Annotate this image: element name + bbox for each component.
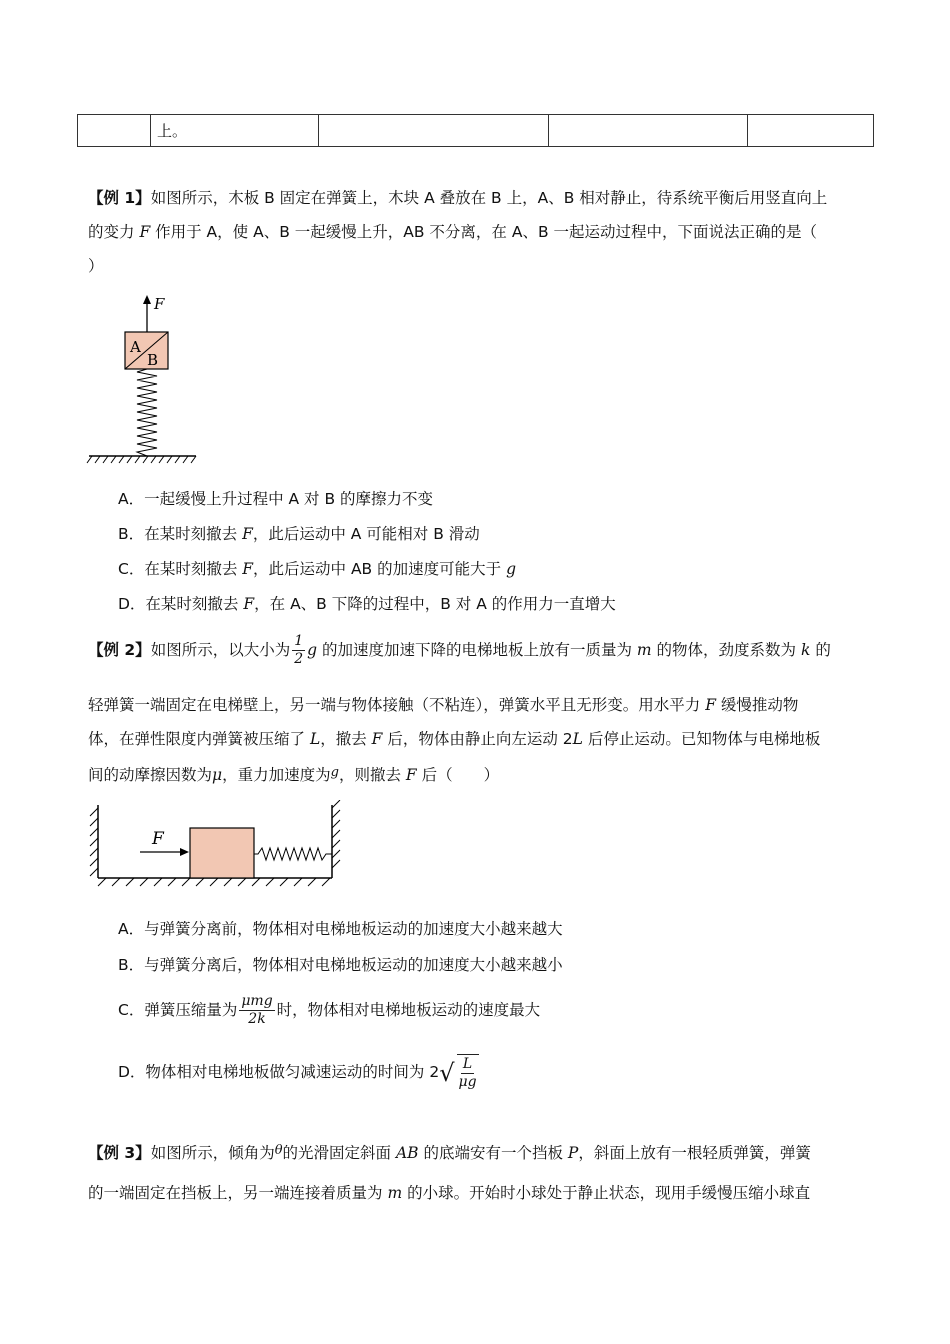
opt-text: 时，物体相对电梯地板运动的速度最大	[276, 1001, 541, 1019]
opt-text: D．在某时刻撤去	[118, 595, 244, 613]
ex2-text: 的加速度加速下降的电梯地板上放有一质量为	[317, 641, 637, 659]
var-F: F	[139, 223, 151, 241]
var-F: F	[405, 766, 417, 784]
opt-text: D．物体相对电梯地板做匀减速运动的时间为 2	[118, 1063, 440, 1081]
ex1-line3: ）	[88, 257, 104, 275]
frac-num: μmg	[241, 993, 273, 1009]
ex2-text: 后（ ）	[416, 766, 500, 784]
opt-text: C．弹簧压缩量为	[118, 1001, 238, 1019]
fraction-half	[292, 633, 305, 668]
ex1-option-a: A．一起缓慢上升过程中 A 对 B 的摩擦力不变	[118, 490, 434, 508]
ex3-text: 的小球。开始时小球处于静止状态，现用手缓慢压缩小球直	[402, 1184, 811, 1202]
var-m: m	[387, 1184, 403, 1202]
var-P: P	[567, 1144, 579, 1162]
figure-spring-block	[84, 292, 204, 467]
opt-text: ，此后运动中 AB 的加速度可能大于	[253, 560, 507, 578]
ex2-text: 后，物体由静止向左运动 2	[382, 730, 573, 748]
ex2-text: 如图所示，以大小为	[150, 641, 291, 659]
var-g: g	[307, 641, 318, 659]
ex3-text: 的一端固定在挡板上，另一端连接着质量为	[88, 1184, 388, 1202]
fraction-time	[457, 1054, 479, 1091]
frac-num: 1	[294, 633, 304, 649]
example-2-text	[88, 630, 868, 670]
ex3-text: 的底端安有一个挡板	[418, 1144, 568, 1162]
example-1-text	[88, 181, 868, 283]
var-L: L	[572, 730, 583, 748]
ex2-text: 后停止运动。已知物体与电梯地板	[582, 730, 821, 748]
table-cell	[78, 115, 151, 147]
example-2-body	[88, 688, 868, 792]
opt-text: C．在某时刻撤去	[118, 560, 243, 578]
ex2-text: 轻弹簧一端固定在电梯壁上，另一端与物体接触（不粘连），弹簧水平且无形变。用水平力	[88, 696, 706, 714]
var-theta: θ	[274, 1143, 283, 1158]
opt-text: ，此后运动中 A 可能相对 B 滑动	[252, 525, 480, 543]
table-cell	[319, 115, 549, 147]
block-label-B: B	[147, 351, 159, 369]
ex3-text: 如图所示，倾角为	[150, 1144, 275, 1162]
ex1-line2: 的变力	[88, 223, 140, 241]
var-L: L	[309, 730, 321, 748]
var-g: g	[506, 560, 516, 578]
ex2-text: 的物体，劲度系数为	[651, 641, 801, 659]
ex2-option-a: A．与弹簧分离前，物体相对电梯地板运动的加速度大小越来越大	[118, 920, 563, 938]
ex2-text: 间的动摩擦因数为	[88, 766, 213, 784]
table-row	[78, 115, 874, 147]
top-table	[77, 114, 874, 147]
example-tag: 【例 2】	[88, 641, 151, 659]
frac-den: μg	[458, 1074, 477, 1090]
example-tag: 【例 3】	[88, 1144, 151, 1162]
example-tag: 【例 1】	[88, 189, 151, 207]
opt-text: B．在某时刻撤去	[118, 525, 243, 543]
force-label-F: F	[154, 295, 165, 313]
figure-elevator-spring	[84, 800, 354, 892]
ex3-text: ，斜面上放有一根轻质弹簧，弹簧	[578, 1144, 811, 1162]
ex2-text: 缓慢推动物	[715, 696, 799, 714]
frac-den: 2	[294, 651, 304, 667]
table-cell	[748, 115, 874, 147]
frac-num: L	[462, 1056, 473, 1072]
var-F: F	[371, 730, 383, 748]
var-F: F	[705, 696, 716, 714]
table-cell	[549, 115, 748, 147]
block-label-A: A	[130, 338, 141, 356]
ex2-text: ，撤去	[320, 730, 372, 748]
ex1-line1: 如图所示，木板 B 固定在弹簧上，木块 A 叠放在 B 上，A、B 相对静止，待系统平衡后用竖直向上	[150, 189, 828, 207]
ex2-text: ，则撤去	[338, 766, 406, 784]
sqrt-icon: √	[439, 1058, 455, 1087]
var-g: g	[330, 765, 339, 780]
ex1-option-c	[118, 558, 516, 580]
ex2-text: 的	[810, 641, 831, 659]
ex3-text: 的光滑固定斜面	[282, 1144, 396, 1162]
ex1-option-d	[118, 593, 616, 615]
ex2-text: ，重力加速度为	[222, 766, 331, 784]
ex2-option-c	[118, 990, 540, 1030]
frac-den: 2k	[248, 1011, 266, 1027]
opt-text: ，在 A、B 下降的过程中，B 对 A 的作用力一直增大	[254, 595, 616, 613]
ex2-option-d	[118, 1050, 481, 1094]
var-F: F	[242, 525, 253, 543]
ex2-text: 体，在弹性限度内弹簧被压缩了	[88, 730, 310, 748]
var-k: k	[800, 641, 811, 659]
var-F: F	[243, 595, 255, 613]
var-F: F	[242, 560, 254, 578]
var-m: m	[636, 641, 652, 659]
var-AB: AB	[395, 1144, 419, 1162]
ex1-option-b	[118, 523, 480, 545]
ex2-option-b: B．与弹簧分离后，物体相对电梯地板运动的加速度大小越来越小	[118, 956, 563, 974]
table-cell: 上。	[151, 115, 319, 147]
ex1-line2-rest: 作用于 A，使 A、B 一起缓慢上升，AB 不分离，在 A、B 一起运动过程中，下面说法正确的是（	[150, 223, 818, 241]
example-3-text	[88, 1131, 868, 1213]
fraction-compression	[239, 993, 274, 1028]
force-label-F: F	[152, 829, 164, 849]
var-mu: μ	[212, 766, 223, 784]
